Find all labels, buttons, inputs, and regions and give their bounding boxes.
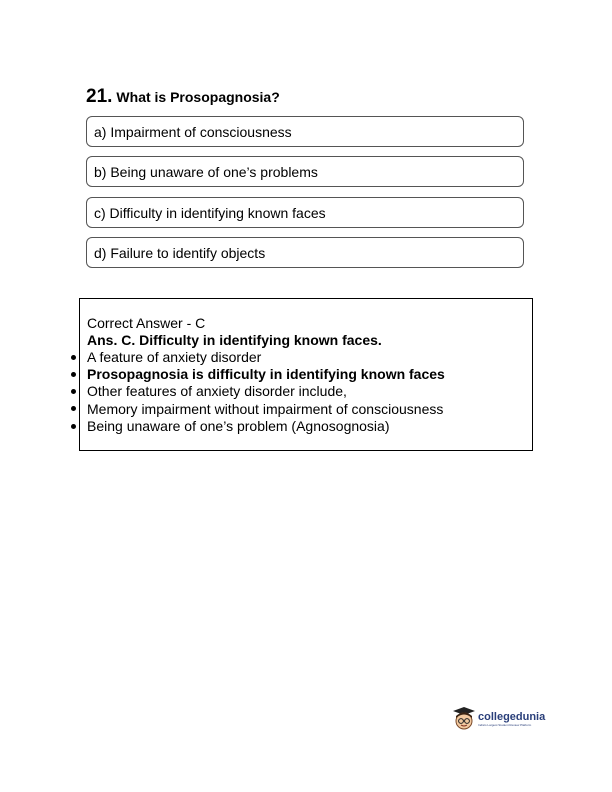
question-text: What is Prosopagnosia? (116, 89, 280, 105)
answer-point-3: Other features of anxiety disorder include, (87, 383, 347, 399)
bullet-dot (71, 406, 76, 411)
answer-point-4: Memory impairment without impairment of consciousness (87, 401, 444, 417)
option-d[interactable]: d) Failure to identify objects (86, 237, 524, 268)
question-heading (86, 86, 280, 108)
correct-answer-label: Correct Answer - C (87, 315, 206, 331)
question-number: 21. (86, 86, 113, 107)
collegedunia-logo (452, 706, 545, 732)
answer-heading: Ans. C. Difficulty in identifying known faces. (87, 332, 382, 348)
option-b[interactable]: b) Being unaware of one’s problems (86, 156, 524, 187)
logo-tagline: India's Largest Student Review Platform (478, 723, 532, 727)
option-c[interactable]: c) Difficulty in identifying known faces (86, 197, 524, 228)
mascot-icon (452, 706, 476, 732)
logo-name: collegedunia (478, 711, 546, 723)
bullet-dot (71, 372, 76, 377)
option-a[interactable]: a) Impairment of consciousness (86, 116, 524, 147)
bullet-dot (71, 389, 76, 394)
answer-point-2: Prosopagnosia is difficulty in identifying known faces (87, 366, 445, 382)
bullet-dot (71, 424, 76, 429)
answer-point-1: A feature of anxiety disorder (87, 349, 262, 365)
answer-point-5: Being unaware of one’s problem (Agnosognosia) (87, 418, 390, 434)
bullet-dot (71, 355, 76, 360)
